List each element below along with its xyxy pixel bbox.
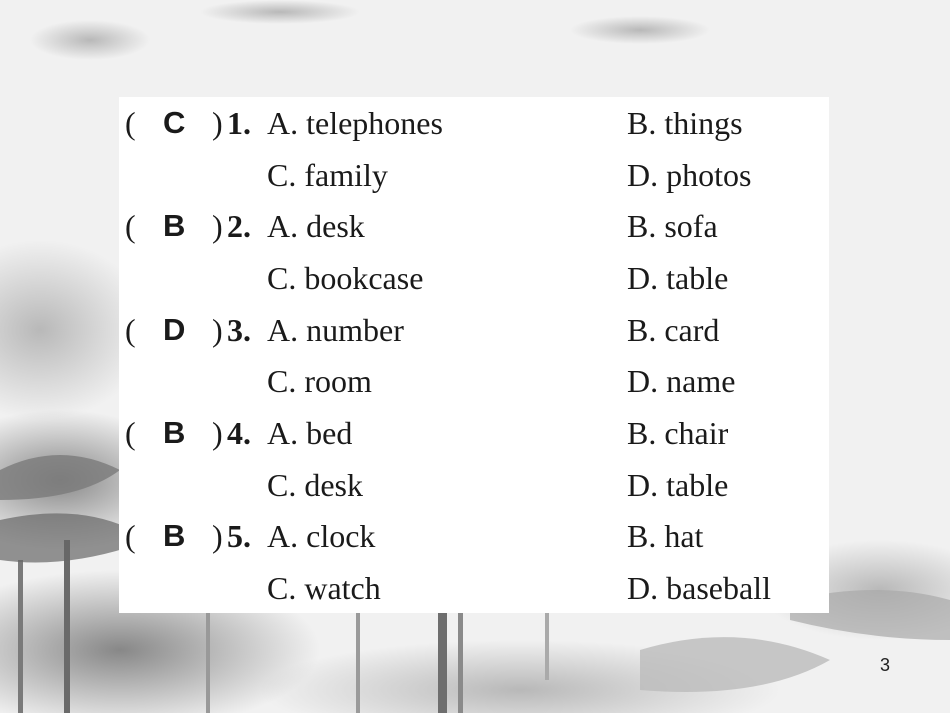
option-d: D. baseball xyxy=(627,570,771,606)
question-row xyxy=(119,97,829,149)
question-row-continued xyxy=(119,459,829,511)
question-row xyxy=(119,407,829,459)
question-row xyxy=(119,510,829,562)
open-paren: ( xyxy=(125,105,136,141)
close-paren: ) xyxy=(212,105,223,141)
option-d: D. photos xyxy=(627,157,752,193)
question-panel xyxy=(119,97,829,613)
option-b: B. hat xyxy=(627,518,704,554)
close-paren: ) xyxy=(212,312,223,348)
option-c: C. family xyxy=(267,157,388,193)
option-b: B. sofa xyxy=(627,208,718,244)
option-c: C. room xyxy=(267,363,372,399)
answer-letter: B xyxy=(163,208,186,243)
option-b: B. card xyxy=(627,312,720,348)
option-d: D. table xyxy=(627,260,729,296)
answer-letter: B xyxy=(163,415,186,450)
open-paren: ( xyxy=(125,208,136,244)
open-paren: ( xyxy=(125,415,136,451)
page-number: 3 xyxy=(880,655,891,675)
answer-letter: C xyxy=(163,105,186,140)
close-paren: ) xyxy=(212,415,223,451)
option-a: A. clock xyxy=(267,518,376,554)
open-paren: ( xyxy=(125,312,136,348)
question-row xyxy=(119,304,829,356)
option-a: A. bed xyxy=(267,415,353,451)
question-number: 1. xyxy=(227,105,251,141)
answer-letter: B xyxy=(163,518,186,553)
option-c: C. desk xyxy=(267,467,363,503)
question-number: 2. xyxy=(227,208,251,244)
close-paren: ) xyxy=(212,208,223,244)
close-paren: ) xyxy=(212,518,223,554)
question-row-continued xyxy=(119,252,829,304)
question-row xyxy=(119,200,829,252)
option-c: C. bookcase xyxy=(267,260,424,296)
option-d: D. table xyxy=(627,467,729,503)
question-number: 4. xyxy=(227,415,251,451)
question-number: 3. xyxy=(227,312,251,348)
answer-letter: D xyxy=(163,312,186,347)
option-a: A. telephones xyxy=(267,105,443,141)
option-b: B. chair xyxy=(627,415,729,451)
question-number: 5. xyxy=(227,518,251,554)
option-b: B. things xyxy=(627,105,743,141)
option-a: A. desk xyxy=(267,208,365,244)
option-a: A. number xyxy=(267,312,404,348)
option-d: D. name xyxy=(627,363,736,399)
option-c: C. watch xyxy=(267,570,381,606)
question-row-continued xyxy=(119,562,829,614)
open-paren: ( xyxy=(125,518,136,554)
question-row-continued xyxy=(119,149,829,201)
question-row-continued xyxy=(119,355,829,407)
